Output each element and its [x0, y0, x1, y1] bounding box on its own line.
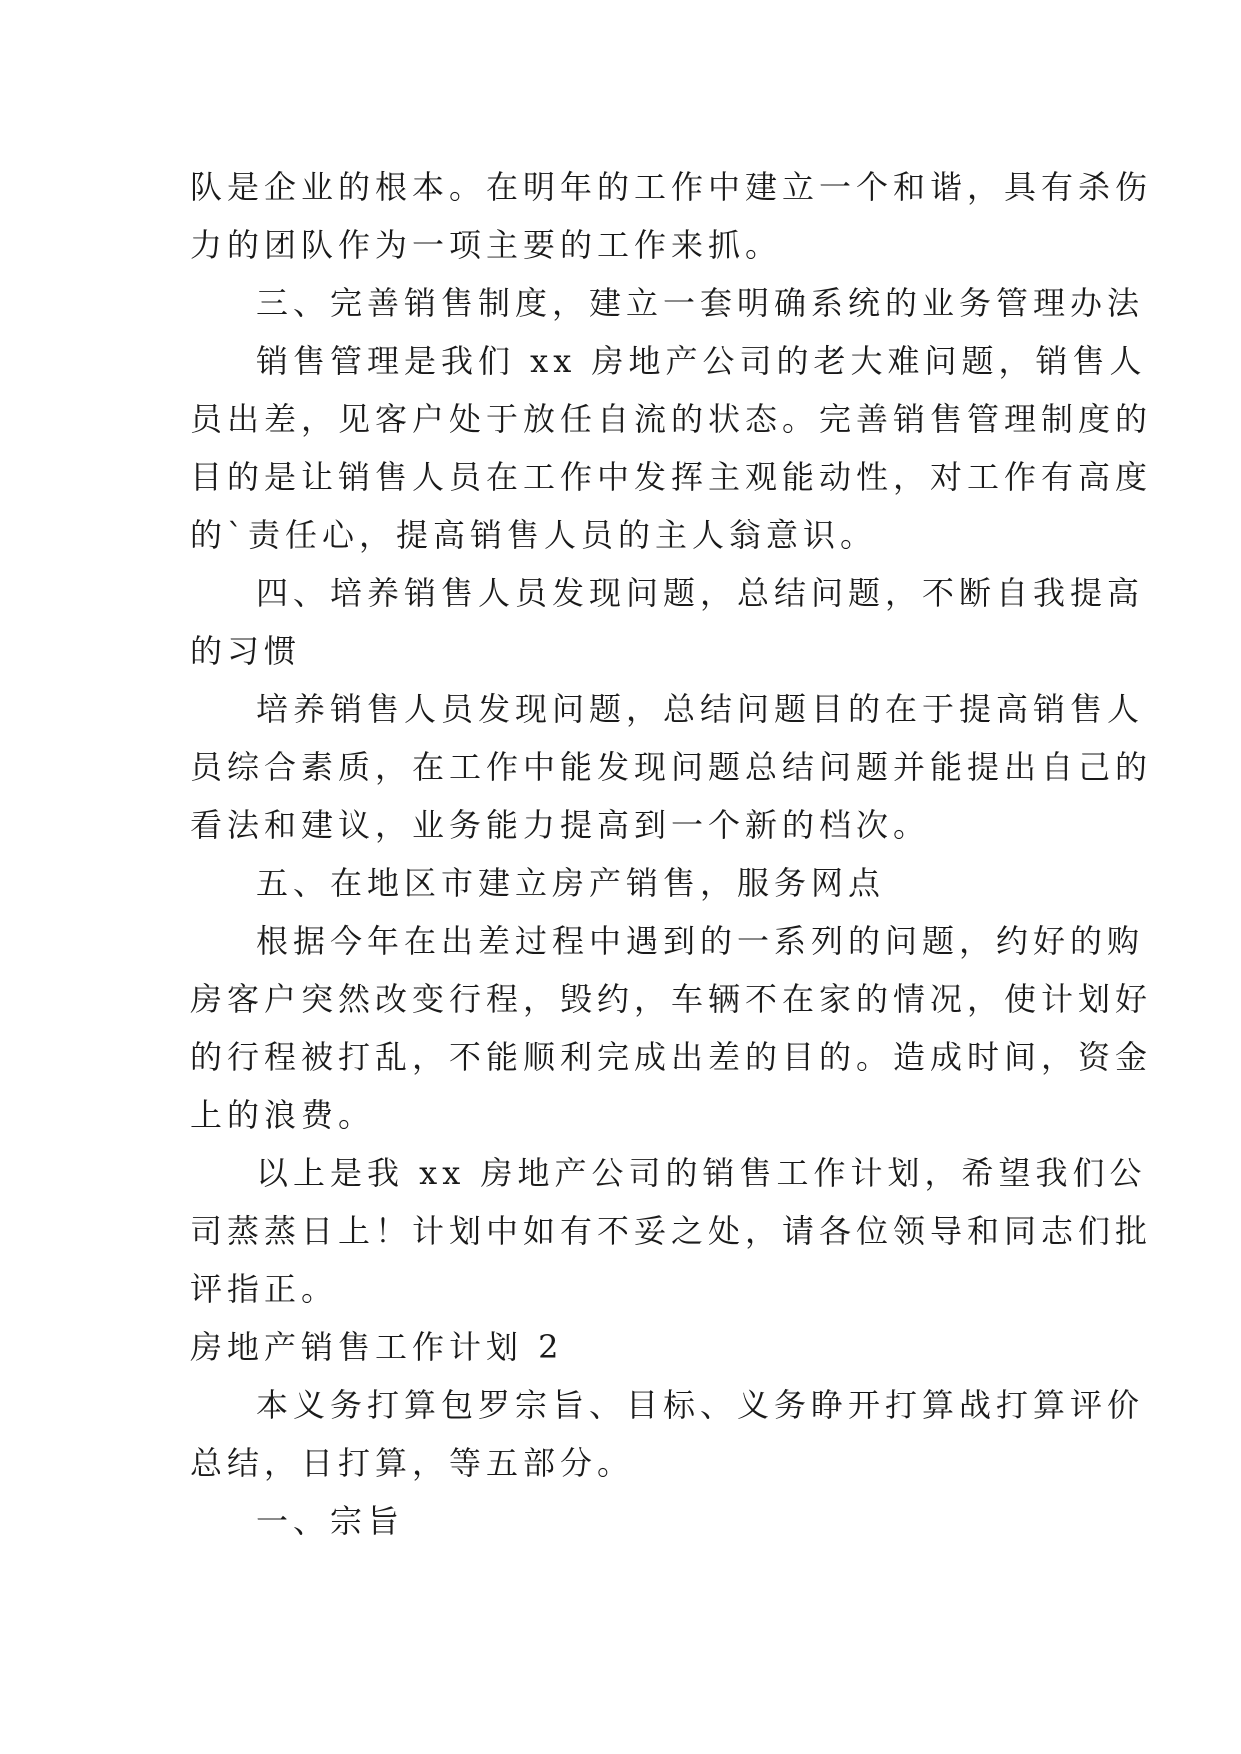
paragraph-line: 司蒸蒸日上！计划中如有不妥之处，请各位领导和同志们批	[190, 1212, 1153, 1250]
paragraph-line: 的行程被打乱，不能顺利完成出差的目的。造成时间，资金	[190, 1038, 1153, 1076]
paragraph-line: 目的是让销售人员在工作中发挥主观能动性，对工作有高度	[190, 458, 1153, 496]
section-heading: 一、宗旨	[256, 1502, 405, 1540]
paragraph-line: 员综合素质，在工作中能发现问题总结问题并能提出自己的	[190, 748, 1153, 786]
paragraph-line: 评指正。	[190, 1270, 339, 1308]
section-heading: 五、在地区市建立房产销售，服务网点	[256, 864, 886, 902]
paragraph-line: 以上是我 xx 房地产公司的销售工作计划，希望我们公	[256, 1154, 1147, 1192]
paragraph-line: 上的浪费。	[190, 1096, 376, 1134]
section-heading: 四、培养销售人员发现问题，总结问题，不断自我提高	[256, 574, 1145, 612]
section-heading-continued: 的习惯	[190, 632, 302, 670]
paragraph-line: 本义务打算包罗宗旨、目标、义务睁开打算战打算评价	[256, 1386, 1145, 1424]
paragraph-line: 员出差，见客户处于放任自流的状态。完善销售管理制度的	[190, 400, 1153, 438]
paragraph-line: 力的团队作为一项主要的工作来抓。	[190, 226, 783, 264]
document-body	[190, 158, 1153, 1550]
paragraph-line: 培养销售人员发现问题，总结问题目的在于提高销售人	[256, 690, 1145, 728]
document-subtitle: 房地产销售工作计划 2	[190, 1328, 564, 1366]
paragraph-line: 队是企业的根本。在明年的工作中建立一个和谐，具有杀伤	[190, 168, 1153, 206]
paragraph-line: 销售管理是我们 xx 房地产公司的老大难问题，销售人	[256, 342, 1147, 380]
section-heading: 三、完善销售制度，建立一套明确系统的业务管理办法	[256, 284, 1145, 322]
paragraph-line: 房客户突然改变行程，毁约，车辆不在家的情况，使计划好	[190, 980, 1153, 1018]
paragraph-line: 的`责任心，提高销售人员的主人翁意识。	[190, 516, 878, 554]
paragraph-line: 根据今年在出差过程中遇到的一系列的问题，约好的购	[256, 922, 1145, 960]
paragraph-line: 总结，日打算，等五部分。	[190, 1444, 635, 1482]
paragraph-line: 看法和建议，业务能力提高到一个新的档次。	[190, 806, 931, 844]
